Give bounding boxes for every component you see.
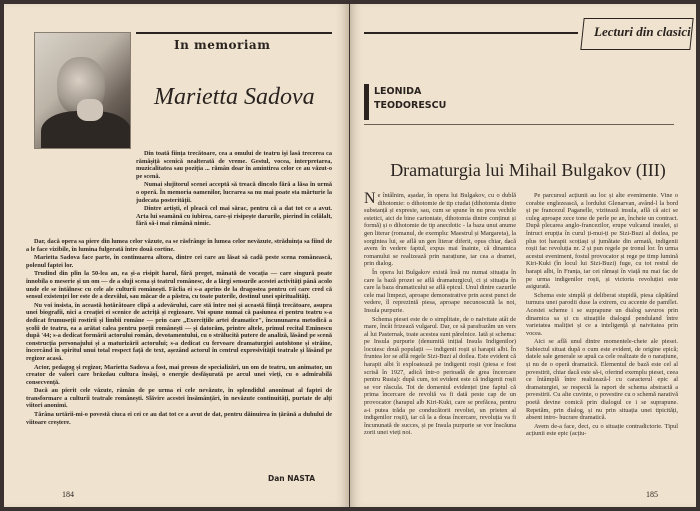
- intro-column: [136, 150, 332, 236]
- body-paragraph: Aici se află unul dintre momentele-cheie ale piesei. Subiectul situat după o cum este evident, de origine epică; datele sale generale se apuă ca cele realizate de o narațiune, și nu de o operă dramatică. Elementul de bază este cel al povestirii, chiar dacă este să-i, oferind exemplu piesei, ceea ce întâmplă între realizează-l cu caracterul epic al dramaturgiei, se respectă la raport de schema abstractă a povestirii. Cu alte cuvinte, o povestire cu o schemă narativă poetă devine comică prin dialogul ce i se suprapune. Repetăm, prin dialog, și nu prin situația unei tipicități, absent intro- hucrare dramatică.: [526, 338, 678, 422]
- body-paragraph: Actor, pedagog și regizor, Marietta Sadova a fost, mai presus de specializări, un om de teatru, un animator, un creator de valori care brăzdau cultura însăși, o energie desfășurată pe arcul unei vieți, cu o admirabilă consecvență.: [26, 363, 332, 386]
- page-number: 184: [62, 490, 74, 499]
- body-paragraph: Schema piesei este de o simplitate, de o naivitate atât de mare, încât frizează vulgarul. Dar, ce să parafrazăm un vers al lui Pasternak, toate acestea sunt părelnice. Iată și schema: pe Insula purpurie (denumită inițial Insula Indigenilor) locuiesc două populații — indigenii roșii și harapii albi. În fruntea lor se află regele Sizi-Buzi al doilea. Este evident că harapii albi îi exploatează pe indigenii roșii (piesa e fost scrisă în 1927, adică într-o perioadă de grea încercare pentru Rusia): după cum, tot evident este că indigenii roșii se vor răscula. Tot de domeniul evidenței ține faptul că prima încercare de revoltă va fi dată peste cap de un provocator (harapul alb Kiri-Kuki, care se prefăcea, pentru a-i putea trăda pe conducătorii revoltei, un prieten al indigenilor roșii), iar că la a doua încercare, revoluția va fi încununată de succes, și pe Insula purpurie se vor înscăuna zorii unei vieți noi.: [364, 315, 516, 437]
- body-paragraph: Avem de-a face, deci, cu o situație contradictorie. Tipul acțiunii este epic (acțiu-: [526, 422, 678, 438]
- body-paragraph: Tărâna urtării-mi-o povestă ciuca ei cei ce au dat tot ce a avut de dat, pentru dăinuirea în țărână a duhului de viitoare creștere.: [26, 411, 332, 426]
- body-paragraph: Dar, dacă opera sa piere din lumea celor văzute, ea se răsfrânge în lumea celor nevăzute, străduința sa fiind de a le face vizibile, în lumina fulgerată între două cortine.: [26, 238, 332, 253]
- section-title: In memoriam: [174, 38, 271, 52]
- author-last-name: TEODORESCU: [374, 100, 447, 111]
- intro-paragraph: Din toată ființa trecătoare, cea a omului de teatru işi lasă trecerea ca rămăşiță scenică nealterată de vreme. Gestul, vocea, interpretarea, muzicalitatea sau poziția ... rămân doar în amintirea celor ce au văzut-o pe scenă.: [136, 150, 332, 180]
- intro-paragraph: Numai slujitorul scenei acceptă să treacă dincolo fără a lăsa în urmă o operă. În memoria oamenilor, lucrarea sa nu mai poate sta mărturie la judecata posterității.: [136, 181, 332, 204]
- intro-paragraph: Dintre artiști, el pleacă cel mai sărac, pentru că a dat tot ce a avut. Arta lui seamănă cu iubirea, care-și risipește darurile, pierind în celălalt, fără să-i mai rămână nimic.: [136, 205, 332, 228]
- text-column-2: [526, 192, 678, 478]
- body-paragraph: Pe parcursul acțiunii au loc și alte evenimente. Vine o corabie englezească, a lordului Glenarvan, având-l la bord și pe francezul Paganelle, vizitează insula, află că aici se culeg aproape zece tone de perle pe an, încheie un contract. După plecarea anglo-francezilor, erupe vulcanul insulei, și întruct erupția în curul ți-mui-ți pe Sizi-Buzi al doilea, pe plus tot harapii scoțiași și jumătate din armată, indigenii roșii fac revoluția nr. 2 și pun regele pe tronul lor. În urma acestui eveniment, fostul provocator și rege pe timp lumină Kiri-Kuki (în locul lui Sizi-Buzi) fuge, cu tot restul de harapi albi, în Franța, iar cei rămași în viață nu mai fac de pe urma indigenilor roșii, și victoria revoluției este asigurată.: [526, 192, 678, 291]
- left-page: [4, 4, 349, 507]
- body-paragraph: Marietta Sadova face parte, în continuarea altora, dintre cei care au lăsat să cadă peste scena românească, polenul faptei lor.: [26, 254, 332, 269]
- author-signature: Dan NASTA: [268, 474, 316, 483]
- body-paragraph: Schema este simplă și deliberat stupidă, piesa căpătând turnura unei parodii duse la extrem, cu accente de pamflet. Acestei scheme i se suprapune un dialog savuros prin dinamica sa și cu situațiile dialogul penduland între varietatea maliției și ce a inteligență și naivitatea prin vocea.: [526, 291, 678, 337]
- article-title: Dramaturgia lui Mihail Bulgakov (III): [390, 160, 666, 180]
- text-column-1: [364, 192, 516, 478]
- portrait-photo: [34, 32, 131, 149]
- divider: [364, 124, 674, 125]
- body-paragraph: Ne întâlnim, așadar, în opera lui Bulgakov, cu o dublă dihotomie: o dihotomie de tip ciudat (dihotomia dintre substanță și expresie, sau, cum se spune în nu prea vechile estetici, aici de bine cartoniate, dihotomia dintre conținut și formă) și o dihotomie de tip anecdotic - la baza unui anume gen literar (romanul, de exemplu: Maestrul și Margareta), la sorgintea lui, se află un gen literar diferit, opus chiar, dacă avem în vedere faptul, expus mai înainte, că dinamica romanului se realizează prin narațiune, iar cea a dramei, prin dialog.: [364, 192, 516, 268]
- article-title: Marietta Sadova: [154, 84, 315, 110]
- section-title: Lecturi din clasici: [594, 24, 691, 39]
- header-rule: [136, 32, 332, 34]
- body-paragraph: Trudind din plin la 50-lea an, ea și-a risipit harul, fără preget, mânată de vocația — care singură poate înnobila o meserie și un om — de a sluji scena și teatrul românesc, de a lărgi sensurile acestei activități până acolo unde ele se întâlnesc cu cele ale culturii românești. Făclia ei s-a aprins de la dragostea pentru cei care cred că sensul existenței lor este de a dezvălui, sau măcar de a păstra, cu toate puterile, destinul unei spiritualități.: [26, 270, 332, 301]
- drop-cap: N: [364, 192, 376, 207]
- portrait-hand-shape: [77, 99, 103, 121]
- page-number: 185: [646, 490, 658, 499]
- author-first-name: LEONIDA: [374, 86, 422, 97]
- body-column: [26, 238, 332, 472]
- body-paragraph: Nu voi insista, în această hotărâtoare clipă a adevărului, care stă între noi și această ființă trecătoare, asupra unei biografii, nici a creației ei scenice de actriță și regizoare. Voi spune numai că pasiunea ei pentru teatru s-a dedicat frumuseții rostirii și limbii române — prin care „Exercițiile artei dramatice", încununarea metodică a școlii de teatru, ea a arătat calea pentru poeții românești — și datorăm, printre altele, primul recital Eminescu după '44; s-a dedicat formării actorului român, devotamentului, cu o strălucită putere de analiză, lăsând pe scenă construcția personajului și a maturizării actorului; s-a dedicat cu fervoare dramaturgiei autohtone și străine, încercând în spiritul unui total respect față de text, așezând actorul în centrul expresivității teatrale și lăsând pe regizor acasă.: [26, 301, 332, 362]
- body-paragraph: În opera lui Bulgakov există însă nu numai situația în care la bază prozei se află dramaturgicul, ci și situația în care la baza dramaticului se află epicul. Unul dintre cazurile cele mai limpezi, aproape demonstrative prin acest punct de vedere, îl reprezintă piesa, aproape necunoscută la noi, Insula purpurie.: [364, 268, 516, 314]
- body-paragraph: Dacă au pierit cele văzute, rămân de pe urma ei cele nevăzute, în splendidul anonimat al faptei de transformare a culturii teatrale românești. Slăvire acestei însămânțări, în nevăzute continuități, purtate de alți viitori anonimi.: [26, 387, 332, 410]
- right-page: [350, 4, 696, 507]
- author-accent-bar: [364, 84, 369, 120]
- header-rule: [364, 32, 578, 34]
